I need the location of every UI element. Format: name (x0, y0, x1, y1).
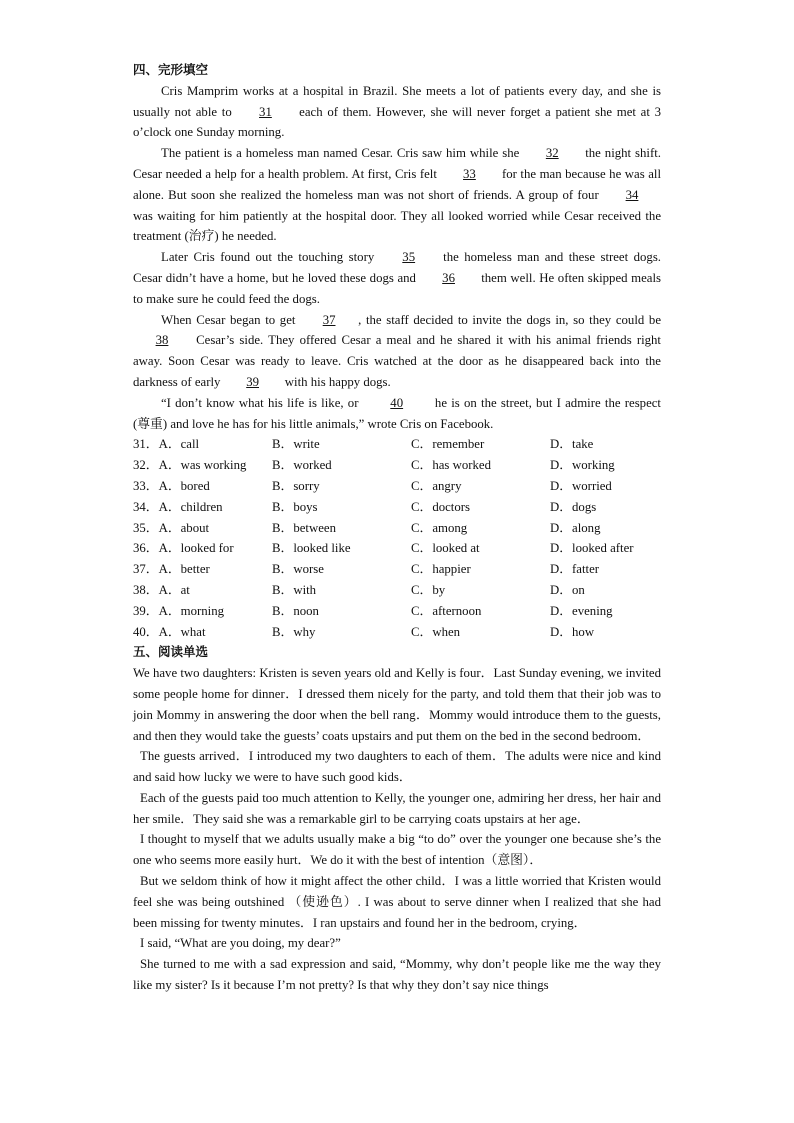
text: The guests arrived．I introduced my two daughters to each of them．The adults were nice and kind and said how lucky we were to have such good kids． (133, 749, 661, 785)
question-number: 32． (133, 458, 159, 473)
reading-paragraph-3 (133, 788, 661, 830)
text: Cris Mamprim works at a hospital in Brazil. She meets a lot of patients every day, and she is usually not able to (133, 83, 661, 119)
option-b: B．noon (272, 603, 319, 618)
text: , the staff decided to invite the dogs in, so they could be (358, 312, 661, 327)
option-a-text: A．call (158, 437, 200, 452)
option-b: B．boys (272, 499, 318, 514)
blank-35: 35 (402, 250, 416, 265)
blank-40: 40 (390, 395, 404, 410)
option-a-text: A．looked for (158, 541, 234, 556)
reading-paragraph-4 (133, 829, 661, 871)
option-b: B．sorry (272, 478, 320, 493)
question-number: 31． (133, 437, 159, 452)
option-row-39 (133, 601, 661, 622)
option-row-40 (133, 622, 661, 643)
option-row-32 (133, 455, 661, 476)
option-b: B．looked like (272, 541, 351, 556)
option-a (133, 497, 272, 518)
option-d: D．on (550, 582, 585, 597)
option-a (133, 476, 272, 497)
option-row-38 (133, 580, 661, 601)
reading-paragraph-1: We have two daughters: Kristen is seven years old and Kelly is four．Last Sunday evening, we invited some people home for dinner．I dressed them nicely for the party, and told them that their job was to join Mommy in answering the door when the bell rang．Mommy would introduce them to the guests, and then they would take the guests’ coats upstairs and put them on the bed in the second bedroom． (133, 666, 661, 743)
cloze-paragraph-4 (133, 310, 661, 393)
question-number: 40． (133, 624, 159, 639)
question-number: 37． (133, 562, 159, 577)
text: Later Cris found out the touching story (161, 250, 380, 265)
text: was waiting for him patiently at the hospital door. They all looked worried while Cesar received the treatment (治疗) he needed. (133, 208, 661, 244)
option-a-text: A．about (158, 520, 210, 535)
text: with his happy dogs. (281, 374, 391, 389)
option-row-31 (133, 434, 661, 455)
option-a-text: A．children (158, 499, 223, 514)
option-a (133, 434, 272, 455)
reading-paragraph-2 (133, 746, 661, 788)
question-number: 36． (133, 541, 159, 556)
cloze-paragraph-2 (133, 143, 661, 247)
text: I said, “What are you doing, my dear?” (140, 936, 341, 951)
option-a-text: A．bored (158, 478, 210, 493)
option-c: C．angry (411, 478, 462, 493)
reading-paragraph-6 (133, 933, 661, 954)
text: for the man because he was all alone. But soon she realized the homeless man was not short of friends. A group of four (133, 166, 661, 202)
option-c: C．doctors (411, 499, 471, 514)
option-c: C．looked at (411, 541, 480, 556)
option-c: C．happier (411, 562, 471, 577)
option-d: D．worried (550, 478, 612, 493)
option-row-34 (133, 497, 661, 518)
text: the night shift. Cesar needed a help for a health problem. At first, Cris felt (133, 146, 661, 181)
text: “I don’t know what his life is like, or (161, 395, 363, 410)
text: She turned to me with a sad expression and said, “Mommy, why don’t people like me the way they like my sister? Is it because I’m not pretty? Is that why they don’t say nice things (133, 957, 661, 993)
option-d: D．dogs (550, 499, 597, 514)
option-a-text: A．what (158, 624, 206, 639)
question-number: 39． (133, 603, 159, 618)
option-b: B．between (272, 520, 336, 535)
cloze-paragraph-5 (133, 393, 661, 435)
options-list (133, 434, 661, 642)
option-a (133, 559, 272, 580)
option-row-33 (133, 476, 661, 497)
text: But we seldom think of how it might affect the other child．I was a little worried that Kristen would feel she was being outshined （使逊色）. I was about to serve dinner when I realized that she had been missing for twenty minutes．I ran upstairs and found her in the bedroom, crying． (133, 874, 661, 930)
section-title-reading: 五、阅读单选 (133, 644, 209, 660)
option-c: C．when (411, 624, 461, 639)
question-number: 35． (133, 520, 159, 535)
blank-36: 36 (442, 270, 455, 285)
cloze-paragraph-1 (133, 81, 661, 143)
option-d: D．along (550, 520, 601, 535)
blank-37: 37 (322, 312, 336, 327)
blank-34: 34 (625, 187, 639, 202)
text: I thought to myself that we adults usually make a big “to do” over the younger one because she’s the one who seems more easily hurt．We do it with the best of intention（意图）． (133, 832, 661, 868)
cloze-paragraph-3 (133, 247, 661, 309)
document-page (133, 60, 661, 996)
text: the homeless man and these street dogs. Cesar didn’t have a home, but he loved these dogs and (133, 250, 661, 285)
text: When Cesar began to get (161, 312, 301, 327)
section-title-cloze: 四、完形填空 (133, 62, 209, 77)
option-a-text: A．morning (158, 603, 224, 618)
option-d: D．working (550, 458, 615, 473)
blank-31: 31 (259, 104, 272, 119)
option-row-36 (133, 538, 661, 559)
option-d: D．looked after (550, 541, 634, 556)
option-a-text: A．at (158, 582, 190, 597)
option-a (133, 538, 272, 559)
option-d: D．evening (550, 603, 613, 618)
option-row-37 (133, 559, 661, 580)
text: Each of the guests paid too much attention to Kelly, the younger one, admiring her dress, her hair and her smile．They said she was a remarkable girl to be carrying coats upstairs at her age． (133, 790, 661, 826)
option-a-text: A．was working (158, 458, 247, 473)
question-number: 38． (133, 582, 159, 597)
option-a (133, 518, 272, 539)
text: The patient is a homeless man named Cesar. Cris saw him while she (161, 146, 524, 161)
reading-paragraph-7 (133, 954, 661, 996)
option-b: B．with (272, 582, 317, 597)
blank-39: 39 (246, 374, 259, 389)
option-b: B．why (272, 624, 316, 639)
option-c: C．by (411, 582, 446, 597)
option-d: D．how (550, 624, 595, 639)
option-a (133, 622, 272, 643)
option-d: D．take (550, 437, 594, 452)
option-row-35 (133, 518, 661, 539)
question-number: 34． (133, 499, 159, 514)
blank-38: 38 (155, 333, 169, 348)
text: each of them. However, she will never forget a patient she met at 3 o’clock one Sunday morning. (133, 104, 662, 140)
option-b: B．worse (272, 562, 324, 577)
option-c: C．afternoon (411, 603, 482, 618)
text: he is on the street, but I admire the respect (尊重) and love he has for his little animals,” wrote Cris on Facebook. (133, 395, 661, 431)
text: them well. He often skipped meals to make sure he could feed the dogs. (133, 270, 661, 306)
reading-paragraph-5 (133, 871, 661, 933)
option-a (133, 580, 272, 601)
blank-32: 32 (545, 146, 559, 161)
option-b: B．write (272, 437, 320, 452)
option-d: D．fatter (550, 562, 600, 577)
blank-33: 33 (463, 166, 476, 181)
option-b: B．worked (272, 458, 332, 473)
option-a (133, 601, 272, 622)
option-c: C．remember (411, 437, 485, 452)
text: Cesar’s side. They offered Cesar a meal and he shared it with his animal friends right away. Soon Cesar was ready to leave. Cris watched at the door as he disappeared back into the darkness of early (133, 333, 661, 389)
option-c: C．has worked (411, 458, 491, 473)
option-c: C．among (411, 520, 468, 535)
question-number: 33． (133, 478, 159, 493)
option-a-text: A．better (158, 562, 210, 577)
option-a (133, 455, 272, 476)
